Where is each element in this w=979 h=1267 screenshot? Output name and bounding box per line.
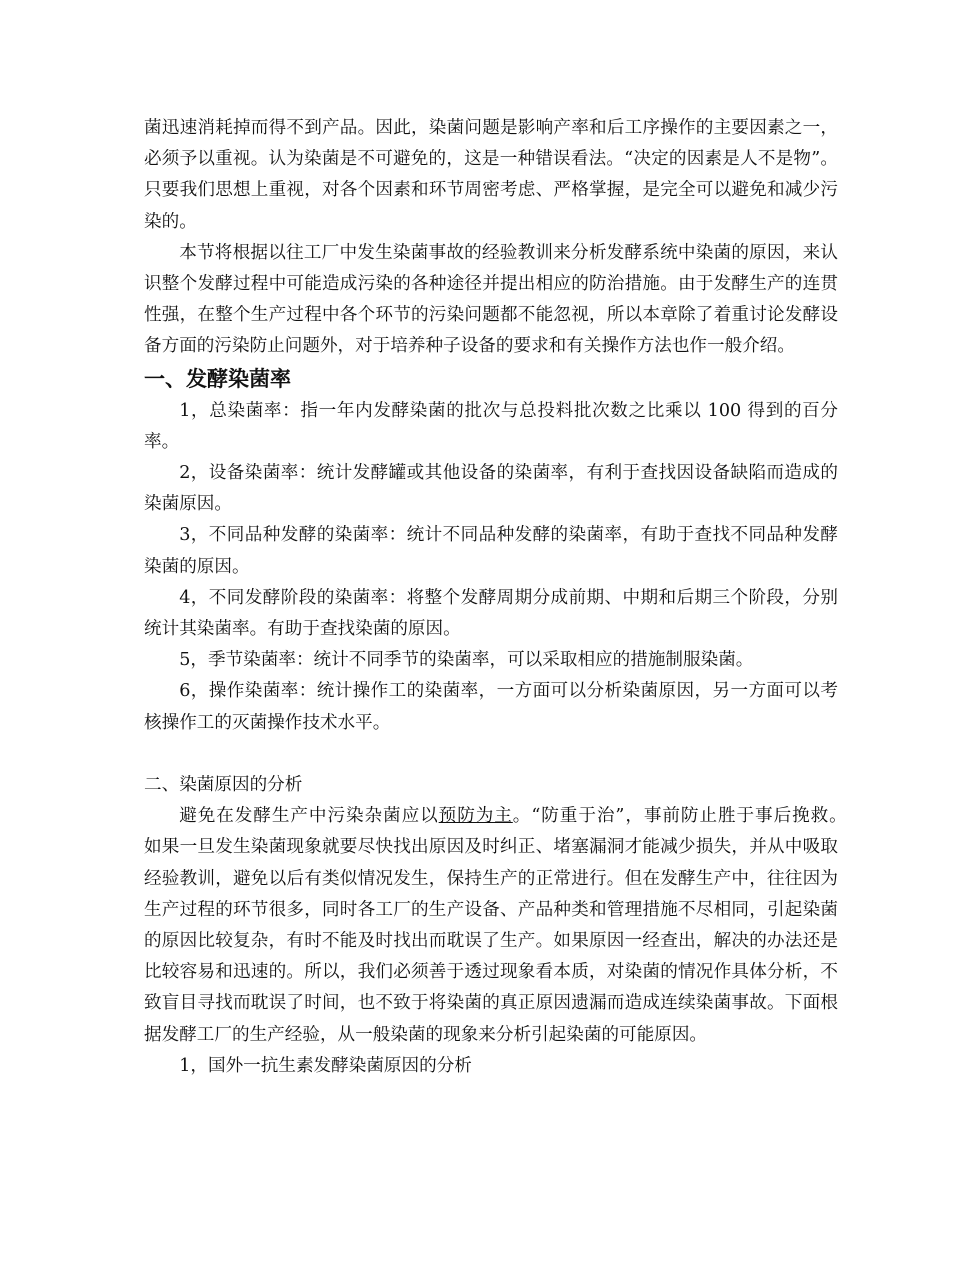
section-1-item: 5，季节染菌率：统计不同季节的染菌率，可以采取相应的措施制服染菌。 bbox=[179, 650, 754, 671]
prevention-first-underlined: 预防为主 bbox=[438, 806, 513, 827]
section-2-text-after: 。“防重于治”，事前防止胜于事后挽救。 如果一旦发生染菌现象就要尽快找出原因及时纠正、堵塞漏洞才能减少损失，并从中吸取经验教训，避免以后有类似情况发生，保持生产的正常进行。但在发酵生产中，往往因为生产过程的环节很多，同时各工厂的生产设备、产品种类和管理措施不尽相同，引起染菌的原因比较复杂，有时不能及时找出而耽误了生产。如果原因一经查出，解决的办法还是比较容易和迅速的。所以，我们必须善于透过现象看本质，对染菌的情况作具体分析，不致盲目寻找而耽误了时间，也不致于将染菌的真正原因遗漏而造成连续染菌事故。下面根据发酵工厂的生产经验，从一般染菌的现象来分析引起染菌的可能原因。 bbox=[144, 806, 856, 1045]
section-1-heading: 一、发酵染菌率 bbox=[144, 366, 291, 391]
section-2-text-before: 避免在发酵生产中污染杂菌应以 bbox=[179, 806, 439, 827]
document-page bbox=[144, 113, 856, 1082]
section-1-item: 3，不同品种发酵的染菌率：统计不同品种发酵的染菌率，有助于查找不同品种发酵染菌的原因。 bbox=[144, 525, 838, 577]
section-2-heading: 二、染菌原因的分析 bbox=[144, 775, 303, 796]
intro-paragraph-1: 菌迅速消耗掉而得不到产品。因此，染菌问题是影响产率和后工序操作的主要因素之一，必须予以重视。认为染菌是不可避免的，这是一种错误看法。“决定的因素是人不是物”。只要我们思想上重视，对各个因素和环节周密考虑、严格掌握，是完全可以避免和减少污染的。 bbox=[144, 118, 838, 232]
section-1-item: 6，操作染菌率：统计操作工的染菌率，一方面可以分析染菌原因，另一方面可以考核操作工的灭菌操作技术水平。 bbox=[144, 681, 838, 733]
section-2-subitem: 1，国外一抗生素发酵染菌原因的分析 bbox=[179, 1055, 472, 1076]
blank-line bbox=[144, 739, 838, 770]
section-2-paragraph bbox=[144, 801, 856, 1051]
section-1-item: 4，不同发酵阶段的染菌率：将整个发酵周期分成前期、中期和后期三个阶段，分别统计其染菌率。有助于查找染菌的原因。 bbox=[144, 587, 838, 640]
section-1-item: 1，总染菌率：指一年内发酵染菌的批次与总投料批次数之比乘以 100 得到的百分率。 bbox=[144, 400, 838, 452]
section-1-item: 2，设备染菌率：统计发酵罐或其他设备的染菌率，有利于查找因设备缺陷而造成的染菌原因。 bbox=[144, 463, 838, 515]
intro-paragraph-2: 本节将根据以往工厂中发生染菌事故的经验教训来分析发酵系统中染菌的原因，来认识整个发酵过程中可能造成污染的各种途径并提出相应的防治措施。由于发酵生产的连贯性强，在整个生产过程中各个环节的污染问题都不能忽视，所以本章除了着重讨论发酵设备方面的污染防止问题外，对于培养种子设备的要求和有关操作方法也作一般介绍。 bbox=[144, 242, 838, 357]
